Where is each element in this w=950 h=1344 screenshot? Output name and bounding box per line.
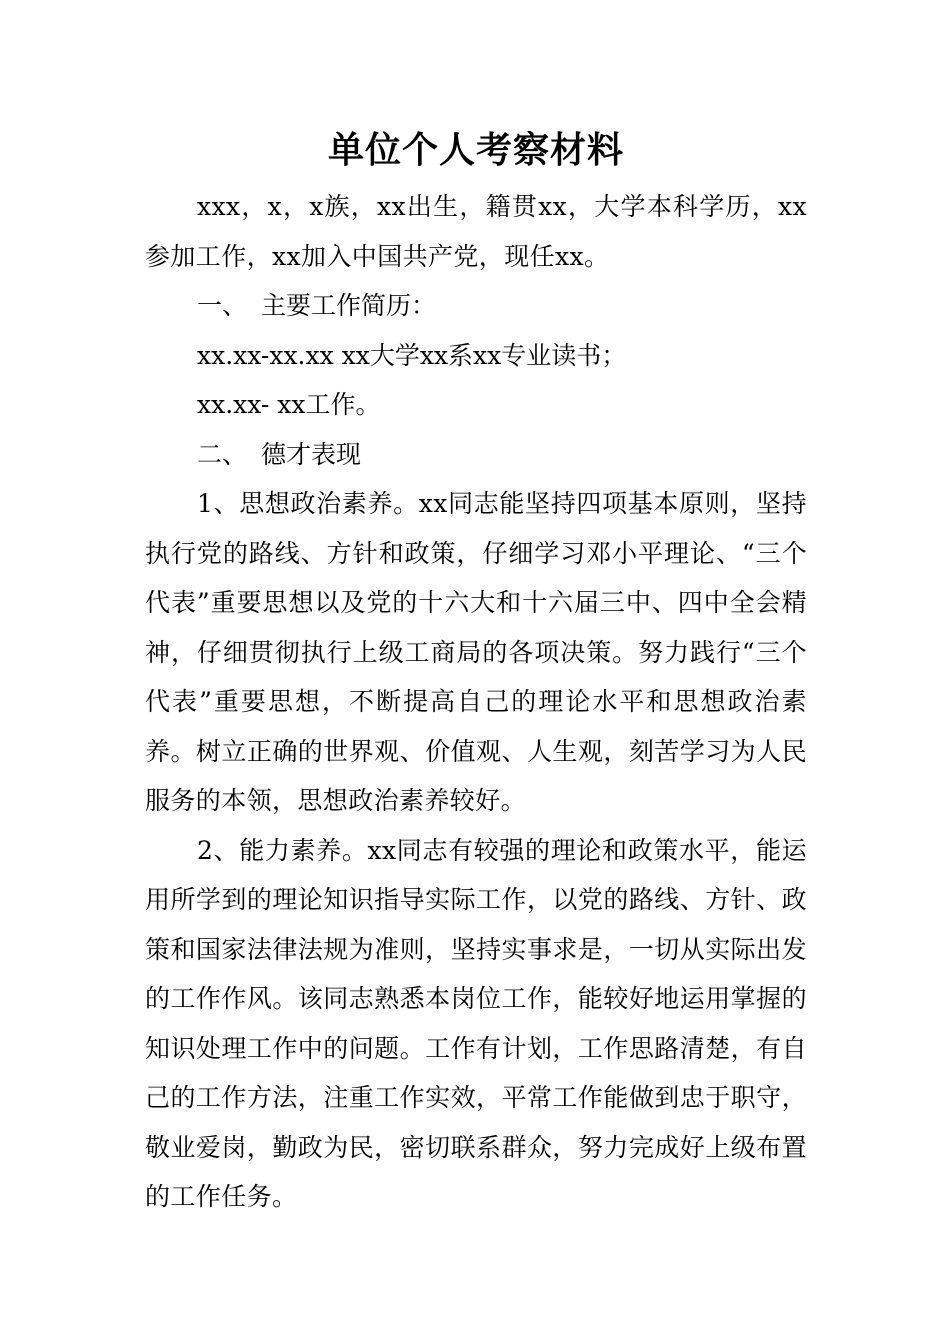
- section-heading-resume: [145, 281, 807, 331]
- document-page: [145, 120, 807, 1222]
- document-title: 单位个人考察材料: [327, 130, 624, 171]
- body-paragraph-ability: 2、能力素养。xx同志有较强的理论和政策水平，能运用所学到的理论知识指导实际工作，以党的路线、方针、政策和国家法律法规为准则，坚持实事求是，一切从实际出发的工作作风。该同志熟悉本岗位工作，能较好地运用掌握的知识处理工作中的问题。工作有计划，工作思路清楚，有自己的工作方法，注重工作实效，平常工作能做到忠于职守，敬业爱岗，勤政为民，密切联系群众，努力完成好上级布置的工作任务。: [145, 835, 807, 1211]
- resume-item: xx.xx-xx.xx xx大学xx系xx专业读书；: [197, 340, 627, 370]
- body-paragraph-political: 1、思想政治素养。xx同志能坚持四项基本原则，坚持执行党的路线、方针和政策，仔细学习邓小平理论、“三个代表”重要思想以及党的十六大和十六届三中、四中全会精神，仔细贯彻执行上级工商局的各项决策。努力践行“三个代表”重要思想，不断提高自己的理论水平和思想政治素养。树立正确的世界观、价值观、人生观，刻苦学习为人民服务的本领，思想政治素养较好。: [145, 489, 807, 815]
- section-heading-performance: [145, 430, 807, 480]
- section-heading-text: 德才表现: [261, 439, 362, 469]
- resume-item: xx.xx- xx工作。: [197, 390, 381, 419]
- section-number: 二、: [197, 439, 248, 469]
- intro-paragraph: xxx，x，x族，xx出生，籍贯xx，大学本科学历，xx参加工作，xx加入中国共产党，现任xx。: [145, 192, 807, 271]
- section-heading-text: 主要工作简历：: [261, 291, 437, 320]
- section-number: 一、: [197, 291, 248, 320]
